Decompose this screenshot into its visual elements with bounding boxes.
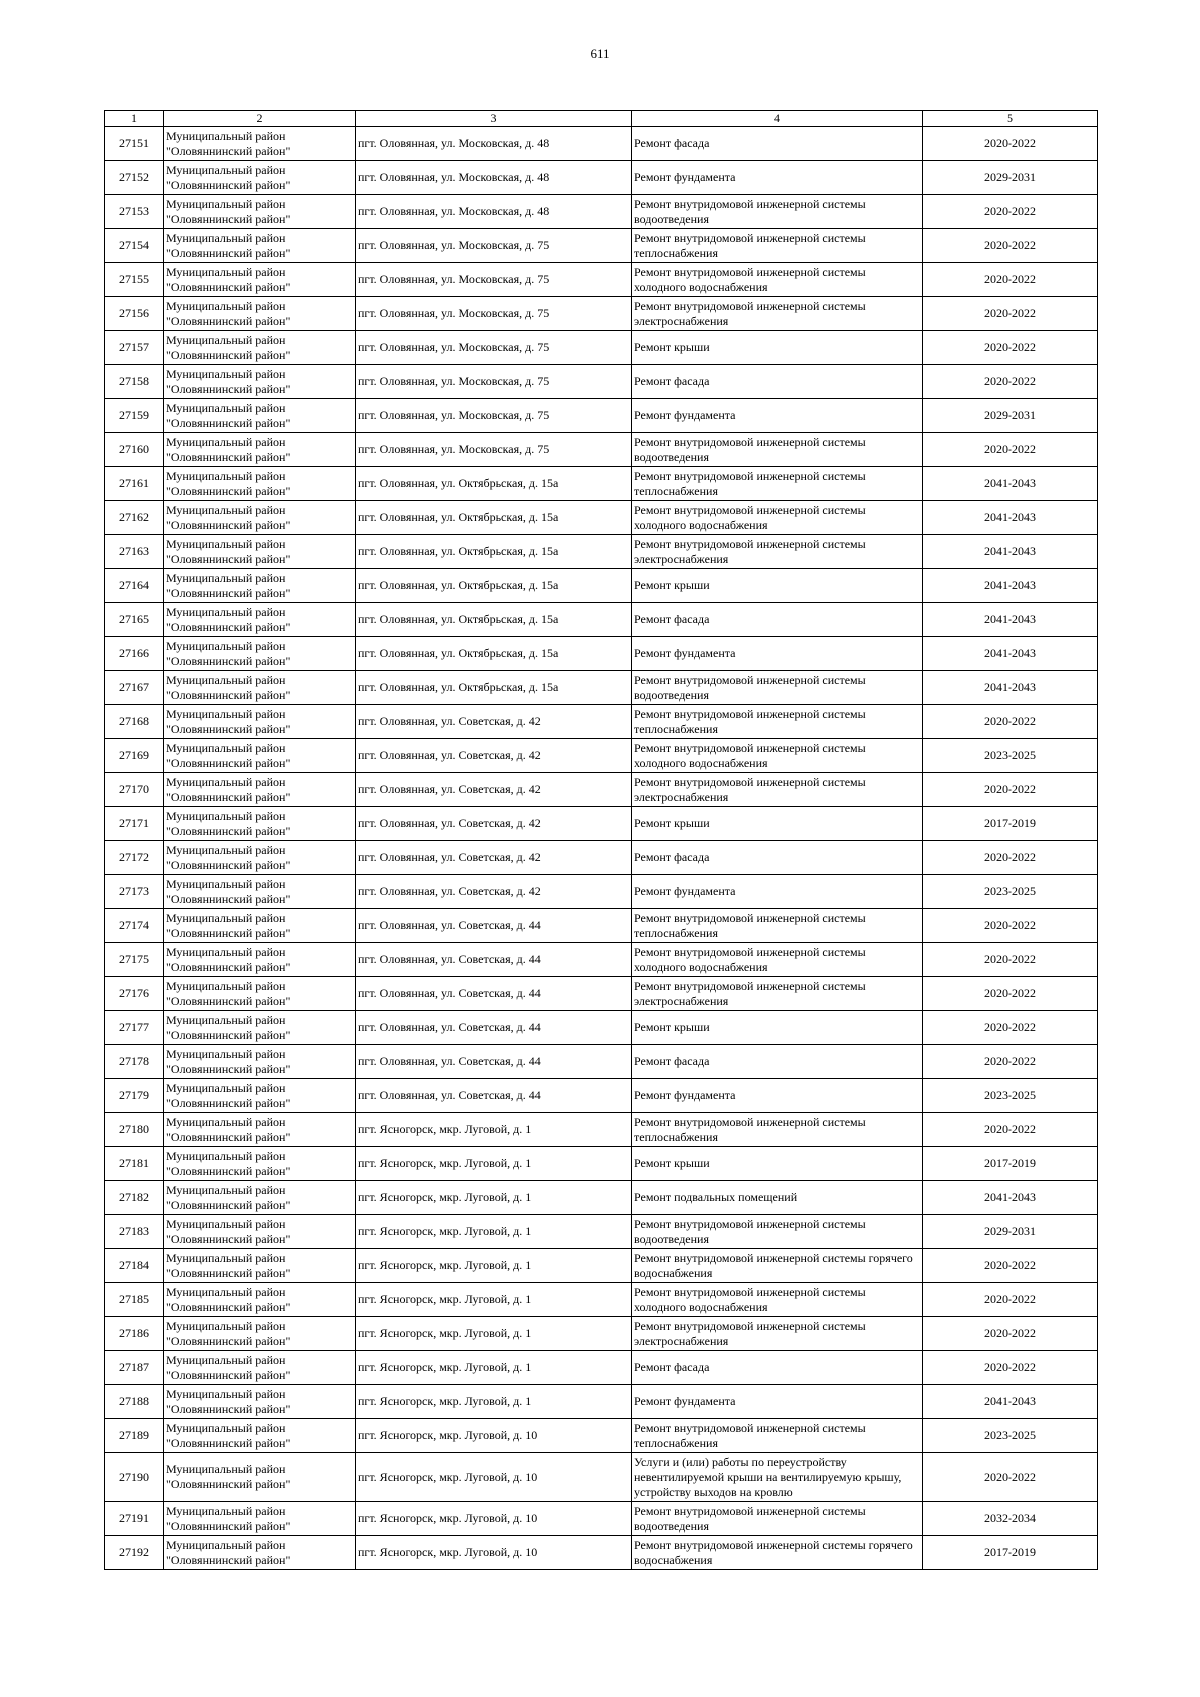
header-col-3: 3 <box>356 111 632 127</box>
table-row <box>105 1283 1098 1317</box>
header-col-1: 1 <box>105 111 164 127</box>
period-cell: 2020-2022 <box>923 909 1098 943</box>
address-cell: пгт. Ясногорск, мкр. Луговой, д. 10 <box>356 1419 632 1453</box>
district-cell: Муниципальный район "Оловяннинский район" <box>164 229 356 263</box>
row-number-cell: 27188 <box>105 1385 164 1419</box>
work-type-cell: Ремонт фасада <box>632 603 923 637</box>
table-row <box>105 773 1098 807</box>
address-cell: пгт. Оловянная, ул. Советская, д. 44 <box>356 1045 632 1079</box>
address-cell: пгт. Ясногорск, мкр. Луговой, д. 1 <box>356 1181 632 1215</box>
work-type-cell: Ремонт фундамента <box>632 1385 923 1419</box>
table-row <box>105 671 1098 705</box>
address-cell: пгт. Оловянная, ул. Советская, д. 42 <box>356 841 632 875</box>
row-number-cell: 27181 <box>105 1147 164 1181</box>
work-type-cell: Ремонт внутридомовой инженерной системы водоотведения <box>632 1502 923 1536</box>
district-cell: Муниципальный район "Оловяннинский район" <box>164 1502 356 1536</box>
period-cell: 2020-2022 <box>923 1011 1098 1045</box>
address-cell: пгт. Оловянная, ул. Октябрьская, д. 15а <box>356 637 632 671</box>
period-cell: 2017-2019 <box>923 1536 1098 1570</box>
period-cell: 2041-2043 <box>923 535 1098 569</box>
work-type-cell: Ремонт фасада <box>632 841 923 875</box>
row-number-cell: 27152 <box>105 161 164 195</box>
district-cell: Муниципальный район "Оловяннинский район" <box>164 671 356 705</box>
period-cell: 2020-2022 <box>923 1317 1098 1351</box>
work-type-cell: Ремонт внутридомовой инженерной системы водоотведения <box>632 1215 923 1249</box>
work-type-cell: Ремонт крыши <box>632 807 923 841</box>
district-cell: Муниципальный район "Оловяннинский район" <box>164 297 356 331</box>
address-cell: пгт. Оловянная, ул. Московская, д. 75 <box>356 331 632 365</box>
period-cell: 2020-2022 <box>923 1351 1098 1385</box>
period-cell: 2020-2022 <box>923 127 1098 161</box>
district-cell: Муниципальный район "Оловяннинский район" <box>164 637 356 671</box>
period-cell: 2020-2022 <box>923 1113 1098 1147</box>
row-number-cell: 27165 <box>105 603 164 637</box>
work-type-cell: Ремонт внутридомовой инженерной системы холодного водоснабжения <box>632 263 923 297</box>
district-cell: Муниципальный район "Оловяннинский район" <box>164 1147 356 1181</box>
address-cell: пгт. Оловянная, ул. Советская, д. 44 <box>356 977 632 1011</box>
table-row <box>105 1453 1098 1502</box>
row-number-cell: 27153 <box>105 195 164 229</box>
row-number-cell: 27166 <box>105 637 164 671</box>
row-number-cell: 27179 <box>105 1079 164 1113</box>
header-col-5: 5 <box>923 111 1098 127</box>
period-cell: 2023-2025 <box>923 1419 1098 1453</box>
work-type-cell: Ремонт внутридомовой инженерной системы электроснабжения <box>632 773 923 807</box>
period-cell: 2020-2022 <box>923 841 1098 875</box>
table-row <box>105 1502 1098 1536</box>
work-type-cell: Ремонт внутридомовой инженерной системы электроснабжения <box>632 535 923 569</box>
period-cell: 2020-2022 <box>923 705 1098 739</box>
district-cell: Муниципальный район "Оловяннинский район" <box>164 433 356 467</box>
period-cell: 2020-2022 <box>923 365 1098 399</box>
district-cell: Муниципальный район "Оловяннинский район" <box>164 535 356 569</box>
period-cell: 2041-2043 <box>923 501 1098 535</box>
period-cell: 2029-2031 <box>923 399 1098 433</box>
table-row <box>105 1045 1098 1079</box>
work-type-cell: Ремонт фундамента <box>632 637 923 671</box>
period-cell: 2032-2034 <box>923 1502 1098 1536</box>
work-type-cell: Ремонт внутридомовой инженерной системы теплоснабжения <box>632 229 923 263</box>
district-cell: Муниципальный район "Оловяннинский район" <box>164 603 356 637</box>
district-cell: Муниципальный район "Оловяннинский район" <box>164 909 356 943</box>
district-cell: Муниципальный район "Оловяннинский район" <box>164 1453 356 1502</box>
period-cell: 2020-2022 <box>923 433 1098 467</box>
period-cell: 2017-2019 <box>923 1147 1098 1181</box>
table-row <box>105 1351 1098 1385</box>
district-cell: Муниципальный район "Оловяннинский район" <box>164 739 356 773</box>
work-type-cell: Ремонт крыши <box>632 569 923 603</box>
work-type-cell: Услуги и (или) работы по переустройству невентилируемой крыши на вентилируемую крышу, устройству выходов на кровлю <box>632 1453 923 1502</box>
district-cell: Муниципальный район "Оловяннинский район" <box>164 807 356 841</box>
period-cell: 2023-2025 <box>923 739 1098 773</box>
address-cell: пгт. Оловянная, ул. Октябрьская, д. 15а <box>356 603 632 637</box>
address-cell: пгт. Оловянная, ул. Октябрьская, д. 15а <box>356 671 632 705</box>
work-type-cell: Ремонт внутридомовой инженерной системы горячего водоснабжения <box>632 1249 923 1283</box>
address-cell: пгт. Оловянная, ул. Московская, д. 75 <box>356 263 632 297</box>
table-row <box>105 1317 1098 1351</box>
address-cell: пгт. Оловянная, ул. Октябрьская, д. 15а <box>356 467 632 501</box>
table-row <box>105 297 1098 331</box>
table-row <box>105 467 1098 501</box>
address-cell: пгт. Оловянная, ул. Советская, д. 42 <box>356 875 632 909</box>
district-cell: Муниципальный район "Оловяннинский район" <box>164 977 356 1011</box>
address-cell: пгт. Оловянная, ул. Московская, д. 75 <box>356 229 632 263</box>
work-type-cell: Ремонт фасада <box>632 1045 923 1079</box>
row-number-cell: 27182 <box>105 1181 164 1215</box>
district-cell: Муниципальный район "Оловяннинский район" <box>164 1079 356 1113</box>
header-col-4: 4 <box>632 111 923 127</box>
row-number-cell: 27154 <box>105 229 164 263</box>
work-type-cell: Ремонт внутридомовой инженерной системы теплоснабжения <box>632 1419 923 1453</box>
table-row <box>105 739 1098 773</box>
address-cell: пгт. Ясногорск, мкр. Луговой, д. 1 <box>356 1351 632 1385</box>
district-cell: Муниципальный район "Оловяннинский район" <box>164 501 356 535</box>
table-row <box>105 1215 1098 1249</box>
period-cell: 2020-2022 <box>923 977 1098 1011</box>
row-number-cell: 27156 <box>105 297 164 331</box>
work-type-cell: Ремонт внутридомовой инженерной системы электроснабжения <box>632 977 923 1011</box>
district-cell: Муниципальный район "Оловяннинский район" <box>164 1283 356 1317</box>
period-cell: 2020-2022 <box>923 773 1098 807</box>
period-cell: 2020-2022 <box>923 331 1098 365</box>
page-number: 611 <box>590 46 610 61</box>
row-number-cell: 27186 <box>105 1317 164 1351</box>
table-body <box>105 127 1098 1570</box>
work-type-cell: Ремонт внутридомовой инженерной системы водоотведения <box>632 433 923 467</box>
table-row <box>105 637 1098 671</box>
table-row <box>105 1147 1098 1181</box>
work-type-cell: Ремонт фундамента <box>632 875 923 909</box>
district-cell: Муниципальный район "Оловяннинский район" <box>164 943 356 977</box>
address-cell: пгт. Оловянная, ул. Московская, д. 48 <box>356 127 632 161</box>
work-type-cell: Ремонт внутридомовой инженерной системы теплоснабжения <box>632 467 923 501</box>
work-type-cell: Ремонт внутридомовой инженерной системы холодного водоснабжения <box>632 1283 923 1317</box>
address-cell: пгт. Ясногорск, мкр. Луговой, д. 1 <box>356 1147 632 1181</box>
period-cell: 2023-2025 <box>923 1079 1098 1113</box>
district-cell: Муниципальный район "Оловяннинский район" <box>164 1215 356 1249</box>
row-number-cell: 27174 <box>105 909 164 943</box>
work-type-cell: Ремонт внутридомовой инженерной системы теплоснабжения <box>632 1113 923 1147</box>
row-number-cell: 27183 <box>105 1215 164 1249</box>
table-row <box>105 399 1098 433</box>
table-row <box>105 977 1098 1011</box>
works-table <box>104 110 1098 1570</box>
table-row <box>105 365 1098 399</box>
period-cell: 2020-2022 <box>923 943 1098 977</box>
row-number-cell: 27151 <box>105 127 164 161</box>
address-cell: пгт. Оловянная, ул. Московская, д. 75 <box>356 433 632 467</box>
work-type-cell: Ремонт фундамента <box>632 1079 923 1113</box>
district-cell: Муниципальный район "Оловяннинский район" <box>164 773 356 807</box>
table-row <box>105 127 1098 161</box>
address-cell: пгт. Оловянная, ул. Октябрьская, д. 15а <box>356 569 632 603</box>
address-cell: пгт. Оловянная, ул. Октябрьская, д. 15а <box>356 501 632 535</box>
table-row <box>105 1079 1098 1113</box>
address-cell: пгт. Ясногорск, мкр. Луговой, д. 10 <box>356 1453 632 1502</box>
table-row <box>105 161 1098 195</box>
period-cell: 2020-2022 <box>923 1249 1098 1283</box>
district-cell: Муниципальный район "Оловяннинский район" <box>164 1385 356 1419</box>
district-cell: Муниципальный район "Оловяннинский район" <box>164 875 356 909</box>
work-type-cell: Ремонт внутридомовой инженерной системы холодного водоснабжения <box>632 501 923 535</box>
address-cell: пгт. Оловянная, ул. Советская, д. 42 <box>356 773 632 807</box>
row-number-cell: 27178 <box>105 1045 164 1079</box>
period-cell: 2020-2022 <box>923 229 1098 263</box>
district-cell: Муниципальный район "Оловяннинский район" <box>164 1045 356 1079</box>
row-number-cell: 27163 <box>105 535 164 569</box>
table-row <box>105 229 1098 263</box>
row-number-cell: 27177 <box>105 1011 164 1045</box>
period-cell: 2020-2022 <box>923 263 1098 297</box>
address-cell: пгт. Ясногорск, мкр. Луговой, д. 1 <box>356 1249 632 1283</box>
row-number-cell: 27173 <box>105 875 164 909</box>
row-number-cell: 27168 <box>105 705 164 739</box>
row-number-cell: 27159 <box>105 399 164 433</box>
address-cell: пгт. Ясногорск, мкр. Луговой, д. 1 <box>356 1113 632 1147</box>
header-col-2: 2 <box>164 111 356 127</box>
address-cell: пгт. Ясногорск, мкр. Луговой, д. 10 <box>356 1536 632 1570</box>
address-cell: пгт. Оловянная, ул. Советская, д. 44 <box>356 1079 632 1113</box>
table-row <box>105 875 1098 909</box>
table-row <box>105 433 1098 467</box>
district-cell: Муниципальный район "Оловяннинский район" <box>164 127 356 161</box>
row-number-cell: 27190 <box>105 1453 164 1502</box>
row-number-cell: 27157 <box>105 331 164 365</box>
address-cell: пгт. Ясногорск, мкр. Луговой, д. 1 <box>356 1317 632 1351</box>
period-cell: 2041-2043 <box>923 569 1098 603</box>
address-cell: пгт. Оловянная, ул. Московская, д. 75 <box>356 399 632 433</box>
table-row <box>105 1385 1098 1419</box>
work-type-cell: Ремонт внутридомовой инженерной системы водоотведения <box>632 671 923 705</box>
table-row <box>105 195 1098 229</box>
work-type-cell: Ремонт подвальных помещений <box>632 1181 923 1215</box>
address-cell: пгт. Оловянная, ул. Московская, д. 75 <box>356 297 632 331</box>
work-type-cell: Ремонт внутридомовой инженерной системы холодного водоснабжения <box>632 739 923 773</box>
table-row <box>105 1113 1098 1147</box>
work-type-cell: Ремонт крыши <box>632 1011 923 1045</box>
table-row <box>105 1249 1098 1283</box>
district-cell: Муниципальный район "Оловяннинский район" <box>164 569 356 603</box>
table-row <box>105 807 1098 841</box>
row-number-cell: 27167 <box>105 671 164 705</box>
district-cell: Муниципальный район "Оловяннинский район" <box>164 1113 356 1147</box>
table-row <box>105 501 1098 535</box>
row-number-cell: 27164 <box>105 569 164 603</box>
work-type-cell: Ремонт фасада <box>632 127 923 161</box>
work-type-cell: Ремонт внутридомовой инженерной системы водоотведения <box>632 195 923 229</box>
row-number-cell: 27169 <box>105 739 164 773</box>
district-cell: Муниципальный район "Оловяннинский район" <box>164 1536 356 1570</box>
address-cell: пгт. Оловянная, ул. Московская, д. 75 <box>356 365 632 399</box>
header-row <box>105 111 1098 127</box>
work-type-cell: Ремонт крыши <box>632 1147 923 1181</box>
work-type-cell: Ремонт внутридомовой инженерной системы теплоснабжения <box>632 909 923 943</box>
row-number-cell: 27185 <box>105 1283 164 1317</box>
row-number-cell: 27170 <box>105 773 164 807</box>
period-cell: 2041-2043 <box>923 603 1098 637</box>
work-type-cell: Ремонт внутридомовой инженерной системы холодного водоснабжения <box>632 943 923 977</box>
period-cell: 2020-2022 <box>923 297 1098 331</box>
work-type-cell: Ремонт фасада <box>632 1351 923 1385</box>
work-type-cell: Ремонт фундамента <box>632 161 923 195</box>
table-row <box>105 943 1098 977</box>
work-type-cell: Ремонт фасада <box>632 365 923 399</box>
address-cell: пгт. Оловянная, ул. Октябрьская, д. 15а <box>356 535 632 569</box>
district-cell: Муниципальный район "Оловяннинский район" <box>164 1249 356 1283</box>
work-type-cell: Ремонт внутридомовой инженерной системы горячего водоснабжения <box>632 1536 923 1570</box>
district-cell: Муниципальный район "Оловяннинский район" <box>164 365 356 399</box>
work-type-cell: Ремонт внутридомовой инженерной системы теплоснабжения <box>632 705 923 739</box>
row-number-cell: 27189 <box>105 1419 164 1453</box>
work-type-cell: Ремонт крыши <box>632 331 923 365</box>
row-number-cell: 27158 <box>105 365 164 399</box>
district-cell: Муниципальный район "Оловяннинский район" <box>164 263 356 297</box>
address-cell: пгт. Ясногорск, мкр. Луговой, д. 10 <box>356 1502 632 1536</box>
work-type-cell: Ремонт внутридомовой инженерной системы электроснабжения <box>632 297 923 331</box>
address-cell: пгт. Оловянная, ул. Советская, д. 42 <box>356 705 632 739</box>
row-number-cell: 27187 <box>105 1351 164 1385</box>
period-cell: 2017-2019 <box>923 807 1098 841</box>
table-row <box>105 331 1098 365</box>
district-cell: Муниципальный район "Оловяннинский район" <box>164 1011 356 1045</box>
period-cell: 2020-2022 <box>923 1283 1098 1317</box>
row-number-cell: 27184 <box>105 1249 164 1283</box>
address-cell: пгт. Оловянная, ул. Московская, д. 48 <box>356 195 632 229</box>
district-cell: Муниципальный район "Оловяннинский район" <box>164 195 356 229</box>
address-cell: пгт. Ясногорск, мкр. Луговой, д. 1 <box>356 1385 632 1419</box>
row-number-cell: 27155 <box>105 263 164 297</box>
row-number-cell: 27191 <box>105 1502 164 1536</box>
row-number-cell: 27162 <box>105 501 164 535</box>
period-cell: 2041-2043 <box>923 1385 1098 1419</box>
period-cell: 2020-2022 <box>923 1045 1098 1079</box>
row-number-cell: 27176 <box>105 977 164 1011</box>
address-cell: пгт. Оловянная, ул. Советская, д. 44 <box>356 943 632 977</box>
row-number-cell: 27192 <box>105 1536 164 1570</box>
district-cell: Муниципальный район "Оловяннинский район" <box>164 161 356 195</box>
table-row <box>105 841 1098 875</box>
table-row <box>105 705 1098 739</box>
period-cell: 2029-2031 <box>923 1215 1098 1249</box>
district-cell: Муниципальный район "Оловяннинский район" <box>164 1351 356 1385</box>
period-cell: 2041-2043 <box>923 467 1098 501</box>
work-type-cell: Ремонт внутридомовой инженерной системы электроснабжения <box>632 1317 923 1351</box>
row-number-cell: 27160 <box>105 433 164 467</box>
district-cell: Муниципальный район "Оловяннинский район" <box>164 1181 356 1215</box>
table-row <box>105 569 1098 603</box>
row-number-cell: 27180 <box>105 1113 164 1147</box>
table-row <box>105 263 1098 297</box>
period-cell: 2041-2043 <box>923 1181 1098 1215</box>
address-cell: пгт. Оловянная, ул. Советская, д. 44 <box>356 1011 632 1045</box>
address-cell: пгт. Ясногорск, мкр. Луговой, д. 1 <box>356 1215 632 1249</box>
period-cell: 2020-2022 <box>923 1453 1098 1502</box>
district-cell: Муниципальный район "Оловяннинский район" <box>164 467 356 501</box>
address-cell: пгт. Оловянная, ул. Советская, д. 42 <box>356 807 632 841</box>
period-cell: 2041-2043 <box>923 671 1098 705</box>
district-cell: Муниципальный район "Оловяннинский район" <box>164 841 356 875</box>
period-cell: 2029-2031 <box>923 161 1098 195</box>
table-row <box>105 1419 1098 1453</box>
table-row <box>105 1181 1098 1215</box>
period-cell: 2041-2043 <box>923 637 1098 671</box>
table-row <box>105 603 1098 637</box>
address-cell: пгт. Ясногорск, мкр. Луговой, д. 1 <box>356 1283 632 1317</box>
district-cell: Муниципальный район "Оловяннинский район" <box>164 1317 356 1351</box>
period-cell: 2023-2025 <box>923 875 1098 909</box>
address-cell: пгт. Оловянная, ул. Советская, д. 44 <box>356 909 632 943</box>
row-number-cell: 27172 <box>105 841 164 875</box>
district-cell: Муниципальный район "Оловяннинский район" <box>164 399 356 433</box>
district-cell: Муниципальный район "Оловяннинский район" <box>164 1419 356 1453</box>
table-row <box>105 1536 1098 1570</box>
row-number-cell: 27161 <box>105 467 164 501</box>
address-cell: пгт. Оловянная, ул. Советская, д. 42 <box>356 739 632 773</box>
table-row <box>105 535 1098 569</box>
row-number-cell: 27171 <box>105 807 164 841</box>
table-row <box>105 1011 1098 1045</box>
row-number-cell: 27175 <box>105 943 164 977</box>
district-cell: Муниципальный район "Оловяннинский район" <box>164 705 356 739</box>
district-cell: Муниципальный район "Оловяннинский район" <box>164 331 356 365</box>
address-cell: пгт. Оловянная, ул. Московская, д. 48 <box>356 161 632 195</box>
work-type-cell: Ремонт фундамента <box>632 399 923 433</box>
period-cell: 2020-2022 <box>923 195 1098 229</box>
table-row <box>105 909 1098 943</box>
